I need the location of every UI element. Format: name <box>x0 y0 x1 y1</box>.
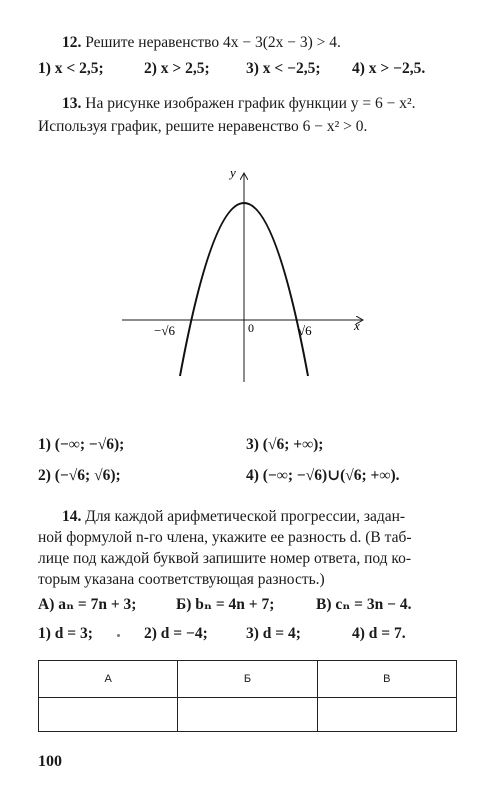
answer-cell-b[interactable] <box>178 698 317 732</box>
problem-14-number: 14. <box>62 508 82 525</box>
problem-14-text-line1: Для каждой арифметической прогрессии, задан- <box>85 508 406 525</box>
problem-13-text-line1: На рисунке изображен график функции y = 6 − x². <box>85 95 416 112</box>
problem-13-option-4: 4) (−∞; −√6)∪(√6; +∞). <box>246 467 400 484</box>
problem-14-statement-line4: торым указана соответствующая разность.) <box>38 571 325 588</box>
problem-12-text: Решите неравенство 4x − 3(2x − 3) > 4. <box>85 34 341 51</box>
answer-table-value-row <box>39 698 457 732</box>
problem-13-option-1: 1) (−∞; −√6); <box>38 436 125 453</box>
problem-12-option-3: 3) x < −2,5; <box>246 60 321 77</box>
sequence-b: Б) bₙ = 4n + 7; <box>176 596 275 613</box>
answer-table-header-v: В <box>317 661 456 698</box>
problem-14-option-1: 1) d = 3; <box>38 625 93 642</box>
problem-12-statement <box>62 34 341 52</box>
problem-14-statement-line1 <box>62 508 405 526</box>
x-axis-label: x <box>354 318 360 333</box>
problem-13-option-2: 2) (−√6; √6); <box>38 467 121 484</box>
sequence-a: А) aₙ = 7n + 3; <box>38 596 137 613</box>
answer-table-header-a: А <box>39 661 178 698</box>
problem-12-option-2: 2) x > 2,5; <box>144 60 210 77</box>
pencil-mark <box>117 634 120 637</box>
answer-cell-v[interactable] <box>317 698 456 732</box>
problem-13-statement-line2: Используя график, решите неравенство 6 − x² > 0. <box>38 118 368 135</box>
problem-14-statement-line2: ной формулой n-го члена, укажите ее разность d. (В таб- <box>38 529 412 546</box>
origin-label: 0 <box>248 321 254 335</box>
answer-table <box>38 660 457 732</box>
page-number: 100 <box>38 753 62 770</box>
problem-14-statement-line3: лице под каждой буквой запишите номер ответа, под ко- <box>38 550 412 567</box>
function-graph <box>110 160 370 386</box>
problem-13-number: 13. <box>62 95 82 112</box>
y-axis-label: y <box>230 165 236 180</box>
problem-14-option-4: 4) d = 7. <box>352 625 406 642</box>
problem-12-option-1: 1) x < 2,5; <box>38 60 104 77</box>
answer-table-header-b: Б <box>178 661 317 698</box>
problem-14-option-3: 3) d = 4; <box>246 625 301 642</box>
pos-root-label: √6 <box>298 323 312 338</box>
problem-14-option-2: 2) d = −4; <box>144 625 208 642</box>
problem-13-statement-line1 <box>62 95 416 113</box>
problem-12-number: 12. <box>62 34 82 51</box>
problem-12-option-4: 4) x > −2,5. <box>352 60 426 77</box>
answer-table-header-row <box>39 661 457 698</box>
neg-root-label: −√6 <box>154 323 175 338</box>
sequence-v: В) cₙ = 3n − 4. <box>316 596 412 613</box>
answer-cell-a[interactable] <box>39 698 178 732</box>
problem-13-option-3: 3) (√6; +∞); <box>246 436 324 453</box>
